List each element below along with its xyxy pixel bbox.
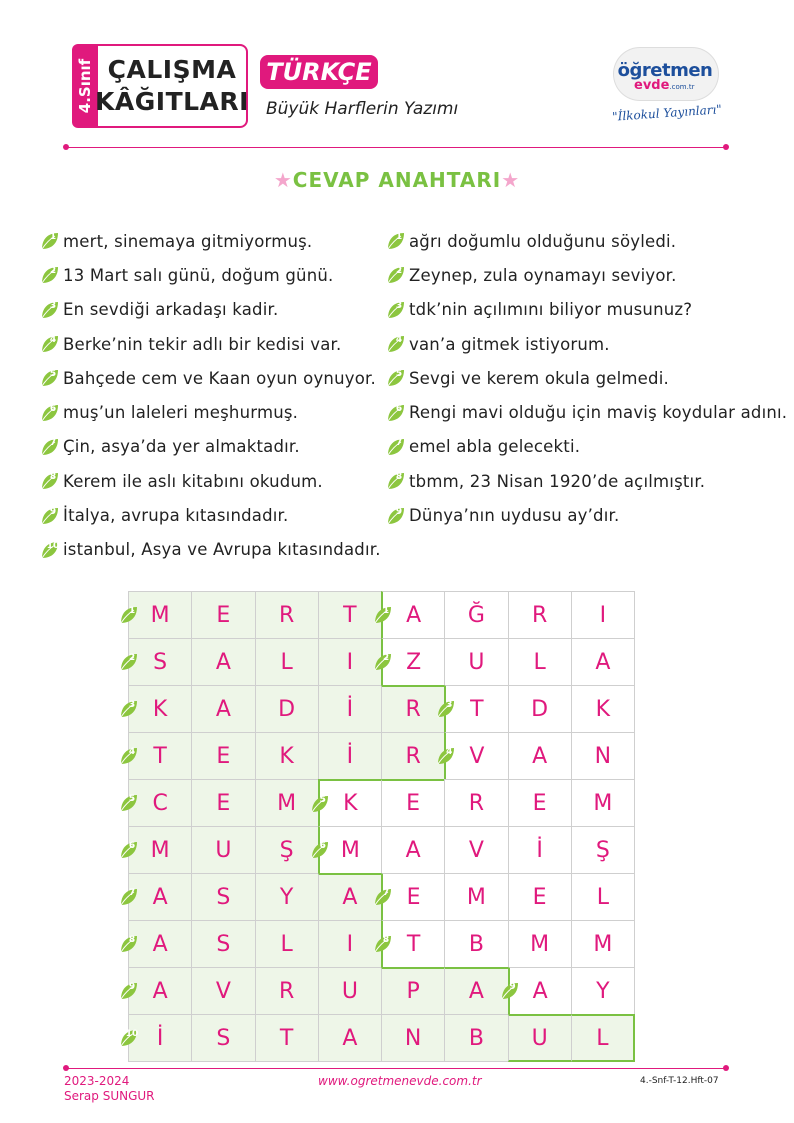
grid-cell [128,638,192,686]
grid-cell [128,591,192,639]
grid-letter: U [215,837,232,863]
grid-letter: N [404,1025,422,1051]
sentence-item [386,258,786,292]
grid-letter: İ [346,696,354,722]
grid-cell [508,591,572,639]
sentence-number: 3 [49,300,57,311]
sentence-text: istanbul, Asya ve Avrupa kıtasındadır. [63,540,381,560]
sentence-number: 2 [395,266,403,277]
sentence-item [386,464,786,498]
grid-cell [255,873,319,921]
grade-label: 4.Sınıf [76,58,94,114]
footer-divider [66,1068,726,1069]
grid-letter: E [406,884,421,910]
grid-letter: A [152,884,168,910]
leaf-number-icon [500,981,520,1001]
sentence-number: 5 [49,369,57,380]
header-divider [66,147,726,148]
grid-letter: S [216,884,231,910]
grid-cell [318,685,382,733]
leaf-number-icon [119,699,139,719]
grid-letter: T [406,931,421,957]
grid-cell [444,920,508,968]
grid-letter: M [277,790,297,816]
word-puzzle-grid [125,591,634,1061]
leaf-number-icon [119,652,139,672]
row-number: 8 [128,935,136,945]
sentence-number: 6 [395,403,403,414]
grid-cell [381,920,445,968]
sentence-item [40,224,385,258]
leaf-number-icon [373,652,393,672]
sentence-text: Sevgi ve kerem okula gelmedi. [409,368,669,388]
grid-letter: U [468,649,485,675]
leaf-number-icon [386,368,406,388]
row-number: 9 [509,982,516,992]
logo-text-primary: öğretmen [617,60,713,81]
logo-text-evde: evde [634,78,670,93]
sentence-text: Bahçede cem ve Kaan oyun oynuyor. [63,368,376,388]
footer-year: 2023-2024 [64,1074,130,1088]
sentence-number: 8 [49,472,57,483]
grid-cell [444,1014,508,1062]
sentence-text: van’a gitmek istiyorum. [409,334,610,354]
grid-letter: T [470,696,484,722]
grid-cell [571,685,635,733]
grid-cell [191,826,255,874]
grid-cell [125,1014,192,1062]
row-number: 7 [128,888,136,898]
grid-cell [128,685,192,733]
leaf-number-icon [386,403,406,423]
grid-cell [508,638,572,686]
grid-letter: B [468,931,484,957]
grid-letter: E [216,743,231,769]
grid-letter: D [278,696,296,722]
leaf-number-icon [119,840,139,860]
sentence-item [386,395,786,429]
sentence-number: 6 [49,403,57,414]
leaf-number-icon [310,840,330,860]
sentence-number: 9 [395,506,403,517]
row-number: 9 [128,982,136,992]
grid-letter: L [280,649,293,675]
row-number: 1 [128,606,136,616]
sentence-number: 1 [395,232,403,243]
grid-cell [444,826,508,874]
grid-letter: A [405,837,421,863]
sentence-item [40,361,385,395]
grid-cell [571,591,635,639]
sentence-text: Çin, asya’da yer almaktadır. [63,437,300,457]
grid-cell [191,873,255,921]
grid-cell [508,1014,572,1062]
grid-cell [318,826,382,874]
leaf-number-icon [40,265,60,285]
grid-letter: A [532,978,548,1004]
row-number: 2 [382,653,390,663]
grid-letter: A [215,649,231,675]
footer-code: 4.-Snf-T-12.Hft-07 [640,1076,719,1086]
leaf-number-icon [436,746,456,766]
title-line-2: KÂĞITLARI [95,87,249,116]
grid-cell [444,873,508,921]
sentence-item [40,464,385,498]
grid-letter: V [469,743,485,769]
grid-letter: R [468,790,485,816]
leaf-number-icon [386,265,406,285]
footer-url[interactable]: www.ogretmenevde.com.tr [318,1074,482,1088]
leaf-number-icon [386,334,406,354]
leaf-number-icon [386,506,406,526]
leaf-number-icon [436,699,456,719]
grid-letter: İ [536,837,543,863]
leaf-number-icon [119,605,139,625]
sentence-number: 4 [49,335,57,346]
sentence-item [386,224,786,258]
row-number: 5 [128,794,136,804]
grid-cell [255,591,319,639]
grid-cell [444,638,508,686]
grid-letter: A [468,979,484,1004]
grid-letter: S [153,649,168,675]
grid-letter: L [596,884,609,910]
grid-letter: R [278,602,295,628]
leaf-number-icon [40,506,60,526]
grid-letter: T [279,1025,294,1051]
sentence-number: 5 [395,369,403,380]
row-number: 4 [446,747,453,757]
grid-letter: R [531,602,548,628]
sentence-item [386,293,786,327]
sentence-item [40,258,385,292]
grid-letter: A [342,1025,358,1051]
grid-letter: A [532,743,548,769]
grid-letter: T [343,602,357,628]
sentence-text: muş’un laleleri meşhurmuş. [63,403,299,423]
grid-cell [255,920,319,968]
grid-cell [571,779,635,827]
leaf-number-icon [386,231,406,251]
sentence-text: Rengi mavi olduğu için maviş koydular adını. [409,403,788,423]
sentence-text: Kerem ile aslı kitabını okudum. [63,471,323,491]
grid-cell [128,826,192,874]
grid-letter: Ğ [467,602,485,628]
grid-cell [255,638,319,686]
grid-letter: L [596,1025,609,1051]
sentence-number: 4 [395,335,403,346]
leaf-number-icon [40,437,60,457]
grid-letter: A [342,885,358,910]
grid-letter: L [280,931,293,957]
leaf-number-icon [386,471,406,491]
star-icon: ★ [501,168,521,192]
logo-tagline: "İlkokul Yayınları" [611,102,723,124]
grid-cell [191,967,255,1015]
grid-letter: A [152,931,168,957]
grid-cell [508,967,572,1015]
row-number: 6 [319,841,326,851]
leaf-number-icon [373,887,393,907]
grid-cell [444,591,508,639]
grid-letter: Ş [595,837,610,863]
footer-author: Serap SUNGUR [64,1089,155,1103]
leaf-number-icon [119,746,139,766]
grid-cell [508,920,572,968]
worksheet-title [95,44,249,128]
publisher-logo [606,42,724,132]
leaf-number-icon [310,794,330,814]
grid-cell [191,685,255,733]
grid-cell [571,638,635,686]
leaf-number-icon [40,471,60,491]
topic-subtitle: Büyük Harflerin Yazımı [266,99,459,119]
grid-cell [128,779,192,827]
answer-key-title [0,168,794,192]
sentence-number: 8 [395,472,403,483]
leaf-number-icon [119,887,139,907]
grid-cell [571,920,635,968]
sentence-item [40,293,385,327]
sentence-number: 2 [49,266,57,277]
leaf-number-icon [40,334,60,354]
sentence-text: En sevdiği arkadaşı kadir. [63,300,279,320]
leaf-number-icon [386,437,406,457]
sentence-number: 7 [49,437,57,448]
title-line-1: ÇALIŞMA [107,55,237,84]
leaf-number-icon [40,403,60,423]
grid-cell [191,920,255,968]
sentence-item [386,498,786,532]
grid-cell [571,1014,635,1062]
grid-letter: Z [406,649,422,675]
grid-letter: K [595,696,611,722]
grid-cell [381,779,445,827]
grid-letter: A [152,978,168,1004]
sentence-text: ağrı doğumlu olduğunu söyledi. [409,231,677,251]
sentence-text: tdk’nin açılımını biliyor musunuz? [409,300,693,320]
grid-cell [381,1014,445,1062]
grid-cell [318,732,382,780]
grid-letter: E [532,884,547,910]
grid-letter: K [343,791,358,816]
grid-cell [571,967,635,1015]
row-number: 5 [319,794,326,805]
logo-text-secondary [634,78,694,93]
row-number: 3 [446,700,453,710]
grid-letter: İ [346,743,354,769]
grid-cell [508,685,572,733]
left-sentence-list [40,224,385,567]
subject-badge: TÜRKÇE [260,55,378,89]
grid-cell [571,732,635,780]
leaf-number-icon [40,540,60,560]
grid-letter: E [216,790,231,816]
grid-cell [255,685,319,733]
leaf-number-icon [373,934,393,954]
leaf-number-icon [119,793,139,813]
grid-letter: R [278,978,295,1004]
row-number: 2 [128,653,136,663]
sentence-item [40,327,385,361]
row-number: 10 [125,1029,139,1039]
leaf-number-icon [119,934,139,954]
right-sentence-list [386,224,786,533]
grid-cell [255,967,319,1015]
star-icon: ★ [273,168,293,192]
logo-domain: .com.tr [669,83,695,91]
grid-letter: S [216,931,231,957]
grid-cell [381,638,445,686]
grid-cell [444,779,508,827]
grid-letter: A [406,602,422,628]
grid-letter: M [530,931,550,957]
grid-cell [508,779,572,827]
grid-cell [191,1014,255,1062]
sentence-item [386,430,786,464]
grid-letter: U [531,1025,548,1051]
sentence-item [40,430,385,464]
grid-letter: P [406,979,420,1004]
grid-cell [571,826,635,874]
grid-letter: İ [156,1025,164,1051]
grid-letter: Ş [279,837,294,863]
leaf-number-icon [119,1028,139,1048]
sentence-item [386,361,786,395]
grid-cell [444,685,508,733]
row-number: 6 [128,841,136,851]
grid-letter: M [340,837,360,863]
grid-letter: M [150,602,170,628]
grid-letter: M [466,884,486,910]
grid-cell [191,591,255,639]
grid-letter: E [532,790,547,816]
grid-letter: I [346,931,354,957]
sentence-text: İtalya, avrupa kıtasındadır. [63,506,289,526]
grid-letter: K [279,743,294,769]
row-number: 8 [382,935,390,945]
grid-letter: M [150,837,170,863]
grid-cell [191,732,255,780]
row-number: 4 [128,747,136,757]
grid-letter: T [153,743,167,769]
leaf-number-icon [40,368,60,388]
grid-letter: U [341,978,358,1004]
grid-letter: V [215,978,231,1004]
sentence-text: Dünya’nın uydusu ay’dır. [409,506,620,526]
sentence-text: emel abla gelecekti. [409,437,581,457]
grid-cell [128,732,192,780]
grid-letter: M [593,790,613,816]
grid-cell [191,638,255,686]
row-number: 7 [382,888,390,898]
grid-letter: L [533,649,546,675]
grid-cell [381,967,445,1015]
grid-cell [255,732,319,780]
grid-letter: I [599,602,607,628]
grid-letter: R [405,743,421,769]
grid-cell [508,826,572,874]
sentence-item [40,395,385,429]
grid-letter: Y [279,884,294,910]
grid-letter: E [216,602,231,628]
sentence-number: 3 [395,300,403,311]
grid-cell [318,779,382,827]
grid-letter: A [595,649,611,675]
grid-cell [508,873,572,921]
grid-letter: R [405,697,421,722]
grid-letter: D [531,696,549,722]
sentence-text: tbmm, 23 Nisan 1920’de açılmıştır. [409,471,706,491]
grid-letter: M [593,931,613,957]
sentence-item [386,327,786,361]
grid-cell [508,732,572,780]
grid-cell [318,1014,382,1062]
grid-letter: K [152,696,168,722]
grid-cell [191,779,255,827]
sentence-number: 10 [46,540,60,551]
sentence-item [40,498,385,532]
sentence-text: mert, sinemaya gitmiyormuş. [63,231,313,251]
grid-cell [381,591,445,639]
grid-letter: B [468,1025,484,1051]
grid-letter: V [468,837,484,863]
sentence-number: 9 [49,506,57,517]
grid-cell [128,873,192,921]
grid-letter: N [594,743,612,769]
grid-letter: C [152,790,168,816]
grid-letter: S [216,1025,231,1051]
sentence-item [40,533,385,567]
grid-letter: E [406,791,421,816]
row-number: 3 [128,700,136,710]
grid-cell [381,873,445,921]
grid-cell [128,967,192,1015]
leaf-number-icon [373,605,393,625]
grid-letter: Y [596,978,610,1004]
leaf-number-icon [386,300,406,320]
grid-cell [128,920,192,968]
row-number: 1 [382,606,390,616]
grid-cell [444,732,508,780]
leaf-number-icon [40,300,60,320]
grid-letter: I [346,649,354,675]
sentence-number: 1 [49,232,57,243]
grid-cell [318,967,382,1015]
answer-key-label: CEVAP ANAHTARI [292,168,502,192]
grid-letter: A [215,696,231,722]
sentence-text: Zeynep, zula oynamayı seviyor. [409,265,677,285]
grid-cell [255,1014,319,1062]
leaf-number-icon [40,231,60,251]
leaf-number-icon [119,981,139,1001]
grid-cell [381,826,445,874]
sentence-number: 7 [395,437,403,448]
grid-cell [571,873,635,921]
sentence-text: Berke’nin tekir adlı bir kedisi var. [63,334,342,354]
sentence-text: 13 Mart salı günü, doğum günü. [63,265,334,285]
